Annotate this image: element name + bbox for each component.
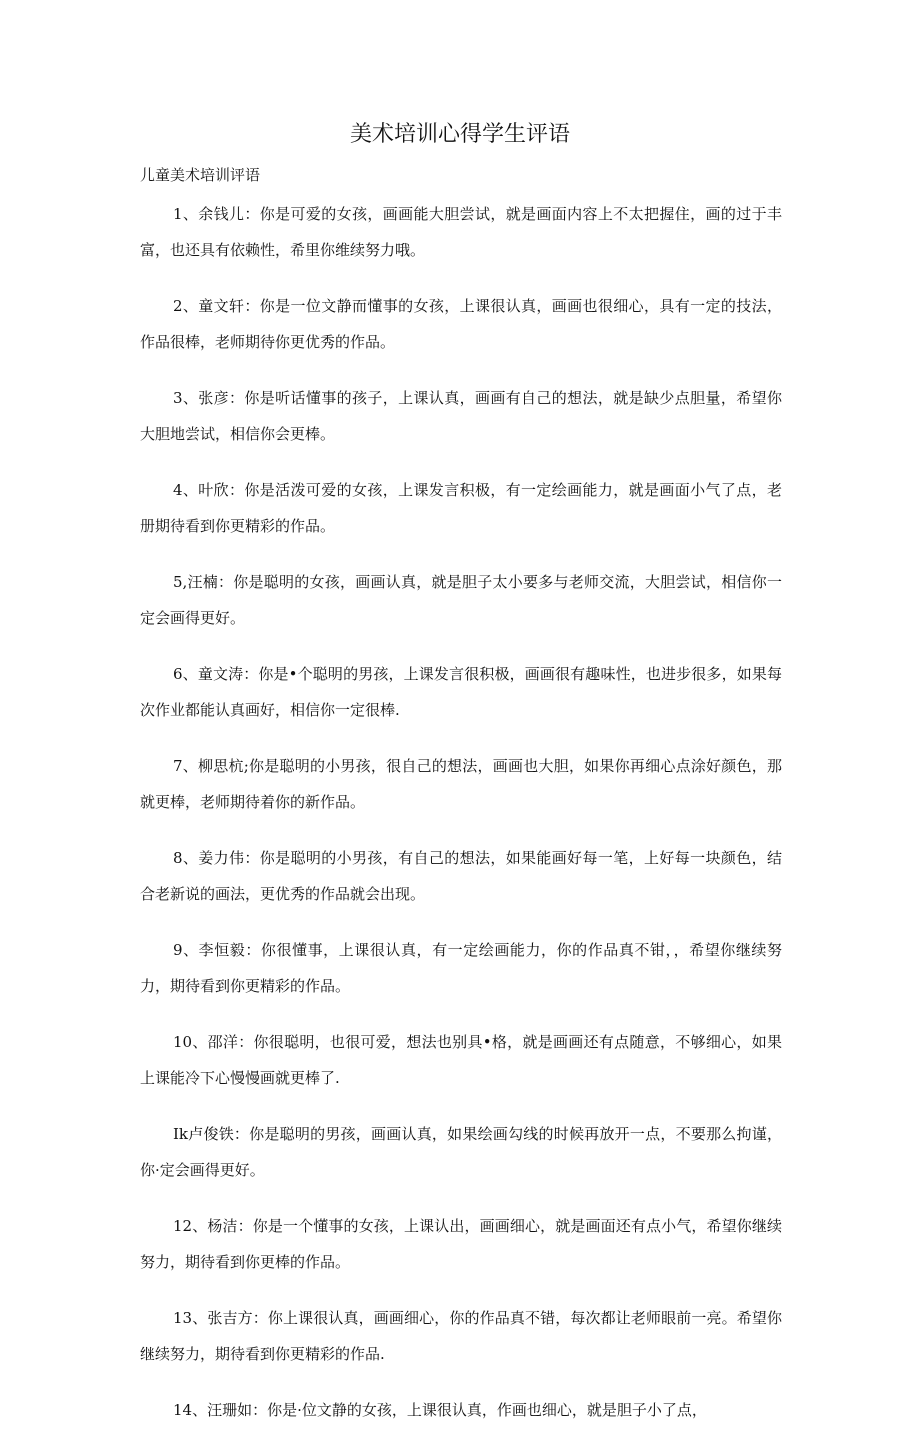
document-subtitle: 儿童美术培训评语 [140,166,261,184]
comment-entry-10: 10、邵洋：你很聪明，也很可爱，想法也别具•格，就是画画还有点随意，不够细心，如果上课能冷下心慢慢画就更棒了. [140,1033,782,1087]
document-title: 美术培训心得学生评语 [349,122,570,147]
comment-entry-12: 12、杨洁：你是一个懂事的女孩，上课认出，画画细心，就是画面还有点小气，希望你继续努力，期待看到你更棒的作品。 [140,1217,782,1271]
comment-entry-2: 2、童文轩：你是一位文静而懂事的女孩，上课很认真，画画也很细心，具有一定的技法，作品很棒，老师期待你更优秀的作品。 [140,297,782,351]
comment-entry-7: 7、柳思杭;你是聪明的小男孩，很自己的想法，画画也大胆，如果你再细心点涂好颜色，那就更棒，老师期待着你的新作品。 [140,757,782,811]
comment-entry-6: 6、童文涛：你是•个聪明的男孩，上课发言很积极，画画很有趣味性，也进步很多，如果每次作业都能认真画好，相信你一定很棒. [140,665,782,719]
comment-entry-1: 1、余钱儿：你是可爱的女孩，画画能大胆尝试，就是画面内容上不太把握住，画的过于丰富，也还具有依赖性，希里你维续努力哦。 [140,205,782,259]
comment-entry-13: 13、张吉方：你上课很认真，画画细心，你的作品真不错，每次都让老师眼前一亮。希望你继续努力，期待看到你更精彩的作品. [140,1309,782,1363]
document-body [140,196,782,1448]
comment-entry-4: 4、叶欣：你是活泼可爱的女孩，上课发言积极，有一定绘画能力，就是画面小气了点，老册期待看到你更精彩的作品。 [140,481,782,535]
comment-entry-11: Ik卢俊铁：你是聪明的男孩，画画认真，如果绘画勾线的时候再放开一点，不要那么拘谨，你·定会画得更好。 [140,1125,782,1179]
comment-entry-3: 3、张彦：你是听话懂事的孩子，上课认真，画画有自己的想法，就是缺少点胆量，希望你大胆地尝试，相信你会更棒。 [140,389,782,443]
comment-entry-14: 14、汪珊如：你是·位文静的女孩，上课很认真，作画也细心，就是胆子小了点， [173,1401,707,1419]
comment-entry-8: 8、姜力伟：你是聪明的小男孩，有自己的想法，如果能画好每一笔，上好每一块颜色，结合老新说的画法，更优秀的作品就会出现。 [140,849,782,903]
comment-entry-9: 9、李恒毅：你很懂事，上课很认真，有一定绘画能力，你的作品真不钳，，希望你继续努力，期待看到你更精彩的作品。 [140,941,782,995]
comment-entry-5: 5,汪楠：你是聪明的女孩，画画认真，就是胆子太小要多与老师交流，大胆尝试，相信你一定会画得更好。 [140,573,782,627]
